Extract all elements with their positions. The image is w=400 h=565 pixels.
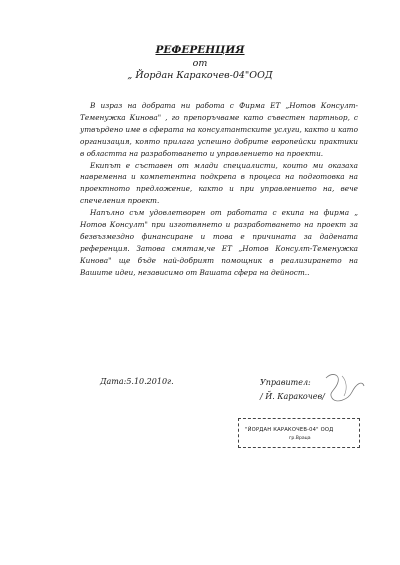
signer-block [260,376,325,404]
signer-name: / Й. Каракочев/ [260,392,325,401]
body-paragraph-3: Напълно съм удовлетворен от работата с екипа на фирма „ Нотов Консулт" при изготвянето и разработването на проект за безвъзмездно финансиране и това е причината за дадената референция. Затова смятам,че ЕТ „Нотов Консулт-Теменужка Кинова" ще бъде най-добрият помощник в реализирането на Вашите идеи, независимо от Вашата сфера на дейност.. [80,208,358,277]
document-title: РЕФЕРЕНЦИЯ [155,44,245,56]
company-stamp [238,418,360,448]
document-date: Дата:5.10.2010г. [100,377,174,386]
issuer-company-name: „ Йордан Каракочев-04"ООД [127,70,273,81]
reference-body [80,100,358,279]
handwritten-signature [318,370,368,410]
stamp-city: гр.Враца [289,436,311,441]
body-paragraph-1: В израз на добрата ни работа с Фирма ЕТ „Нотов Консулт- Теменужка Кинова" , го препоръчваме като съвестен партньор, с утвърдено име в сферата на консултантските услуги, както и като организация, която прилага успешно добрите европейски практики в областта на разработването и управлението на проекти. [80,101,358,158]
stamp-company-name: "ЙОРДАН КАРАКОЧЕВ-04" ООД [245,427,334,433]
body-paragraph-2: Екипът е съставен от млади специалисти, които ми оказаха навременна и компетентна подкрепа в процеса на подготовка на проектното предложение, както и при управлението на, вече спечеления проект. [80,160,358,206]
signer-role: Управител: [260,378,311,387]
document-from-label: от [192,58,208,69]
